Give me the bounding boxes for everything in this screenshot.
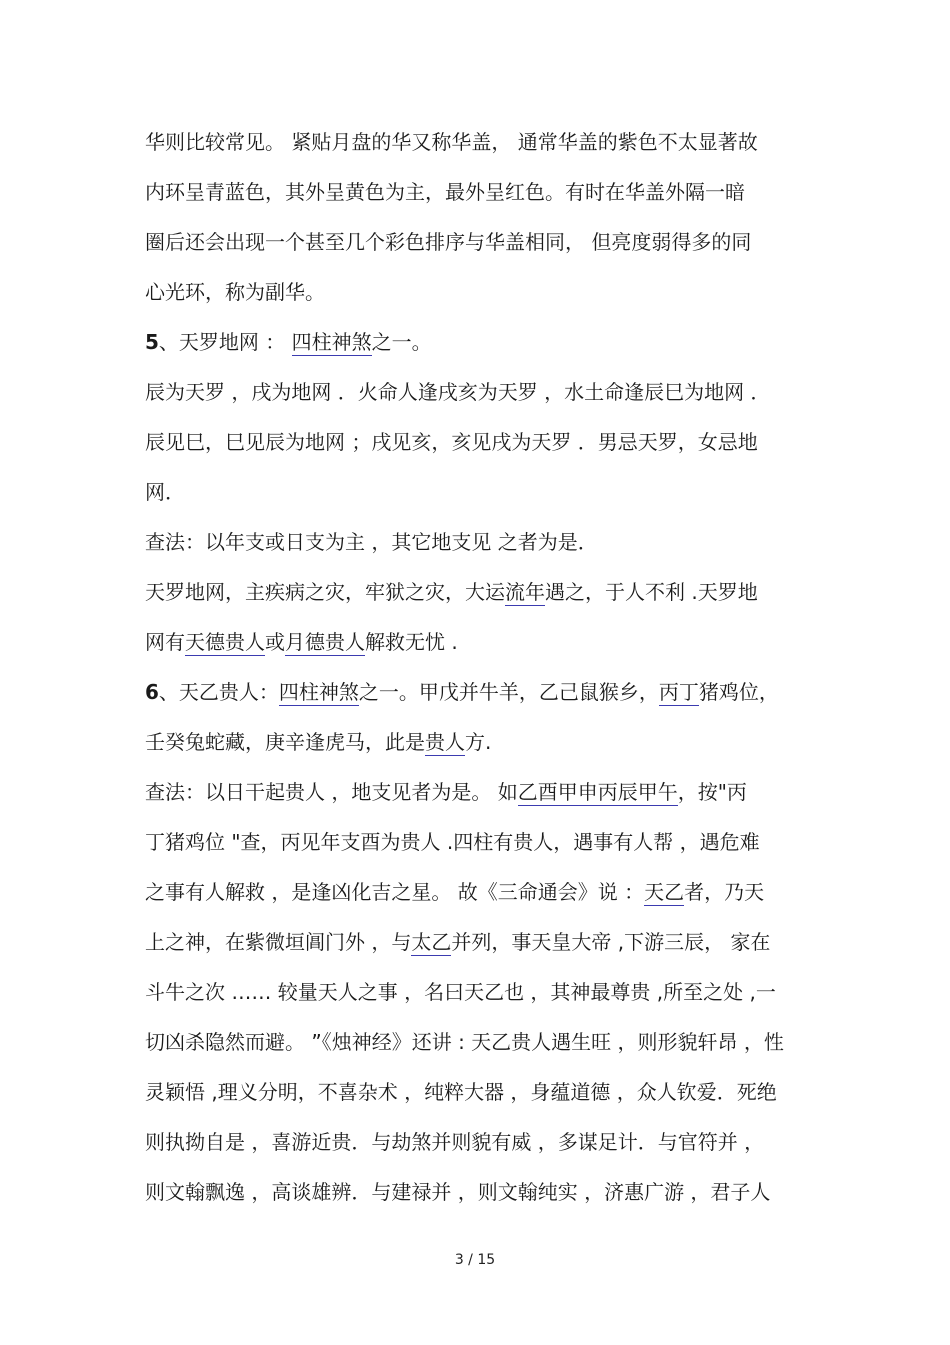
paragraph-line <box>145 622 825 662</box>
section-number: 5 <box>145 330 159 354</box>
paragraph-line <box>145 822 825 862</box>
paragraph-line <box>145 522 825 562</box>
text: 方. <box>465 730 492 754</box>
link-tiande-guiren[interactable]: 天德贵人 <box>185 630 265 654</box>
text: 、天罗地网 ： <box>158 330 292 354</box>
link-yuede-guiren[interactable]: 月德贵人 <box>285 630 365 654</box>
text: 查法：以年支或日支为主 ，其它地支见 之者为是． <box>145 530 598 554</box>
text: 则文翰飘逸 ，高谈雄辨．与建禄并 ，则文翰纯实 ，济惠广游 ，君子人 <box>145 1180 771 1204</box>
paragraph-line <box>145 272 825 312</box>
paragraph-line <box>145 122 825 162</box>
section-heading-6 <box>145 672 825 712</box>
text: 内环呈青蓝色，其外呈黄色为主，最外呈红色。有时在华盖外隔一暗 <box>145 180 745 204</box>
paragraph-line <box>145 572 825 612</box>
text: 之一。 <box>371 330 432 354</box>
link-bingding[interactable]: 丙丁 <box>658 680 699 704</box>
text: ，按"丙 <box>677 780 747 804</box>
text: 斗牛之次 …… 较量天人之事 ，名曰天乙也 ，其神最尊贵 ,所至之处 ,一 <box>145 980 776 1004</box>
text: 心光环，称为副华。 <box>145 280 325 304</box>
paragraph-line <box>145 772 825 812</box>
text: 之一。甲戊并牛羊，乙己鼠猴乡， <box>358 680 659 704</box>
link-tianyi[interactable]: 天乙 <box>644 880 685 904</box>
paragraph-line <box>145 1072 825 1112</box>
text: 辰见巳，巳见辰为地网 ；戌见亥，亥见戌为天罗 ．男忌天罗，女忌地 <box>145 430 758 454</box>
link-taiyi[interactable]: 太乙 <box>411 930 452 954</box>
text: 灵颖悟 ,理义分明，不喜杂术 ，纯粹大器 ，身蕴道德 ，众人钦爱．死绝 <box>145 1080 777 1104</box>
link-sizhu-shensha[interactable]: 四柱神煞 <box>291 330 372 354</box>
text: 解救无忧 . <box>365 630 458 654</box>
link-guiren[interactable]: 贵人 <box>425 730 465 754</box>
text: 或 <box>265 630 285 654</box>
text: 天罗地网，主疾病之灾，牢狱之灾，大运 <box>145 580 505 604</box>
paragraph-line <box>145 422 825 462</box>
paragraph-line <box>145 1122 825 1162</box>
text: 则执拗自是 ，喜游近贵．与劫煞并则貌有威 ，多谋足计．与官符并 ， <box>145 1130 765 1154</box>
text: 圈后还会出现一个甚至几个彩色排序与华盖相同， 但亮度弱得多的同 <box>145 230 752 254</box>
paragraph-line <box>145 172 825 212</box>
paragraph-line <box>145 372 825 412</box>
text: 者，乃天 <box>684 880 765 904</box>
paragraph-line <box>145 722 825 762</box>
text: 切凶杀隐然而避。 ”《烛神经》还讲 : 天乙贵人遇生旺 ，则形貌轩昂 ，性 <box>145 1030 784 1054</box>
paragraph-line <box>145 922 825 962</box>
text: 、天乙贵人： <box>158 680 279 704</box>
paragraph-line <box>145 972 825 1012</box>
paragraph-line <box>145 222 825 262</box>
paragraph-line <box>145 1022 825 1062</box>
link-liunian[interactable]: 流年 <box>505 580 545 604</box>
text: 辰为天罗 ，戌为地网 ．火命人逢戌亥为天罗 ，水土命逢辰巳为地网 ． <box>145 380 771 404</box>
link-example-bazi[interactable]: 乙酉甲申丙辰甲午 <box>517 780 678 804</box>
section-heading-5 <box>145 322 825 362</box>
text: 并列，事天皇大帝 ,下游三辰， 家在 <box>451 930 771 954</box>
text: 之事有人解救 ，是逢凶化吉之星。 故《三命通会》说 ： <box>145 880 645 904</box>
paragraph-line <box>145 1172 825 1212</box>
text: 上之神，在紫微垣阊门外 ，与 <box>145 930 412 954</box>
text: 华则比较常见。 紧贴月盘的华又称华盖， 通常华盖的紫色不太显著故 <box>145 130 758 154</box>
text: 查法：以日干起贵人 ，地支见者为是。 如 <box>145 780 518 804</box>
text: 网． <box>145 480 185 504</box>
text: 遇之，于人不利 .天罗地 <box>545 580 758 604</box>
text: 壬癸兔蛇藏，庚辛逢虎马，此是 <box>145 730 425 754</box>
paragraph-line <box>145 872 825 912</box>
text: 网有 <box>145 630 185 654</box>
text: 丁猪鸡位 "查，丙见年支酉为贵人 .四柱有贵人，遇事有人帮 ，遇危难 <box>145 830 760 854</box>
section-number: 6 <box>145 680 159 704</box>
link-sizhu-shensha[interactable]: 四柱神煞 <box>278 680 359 704</box>
text: 猪鸡位， <box>698 680 779 704</box>
page-indicator: 3 / 15 <box>454 1252 496 1268</box>
paragraph-line <box>145 472 825 512</box>
